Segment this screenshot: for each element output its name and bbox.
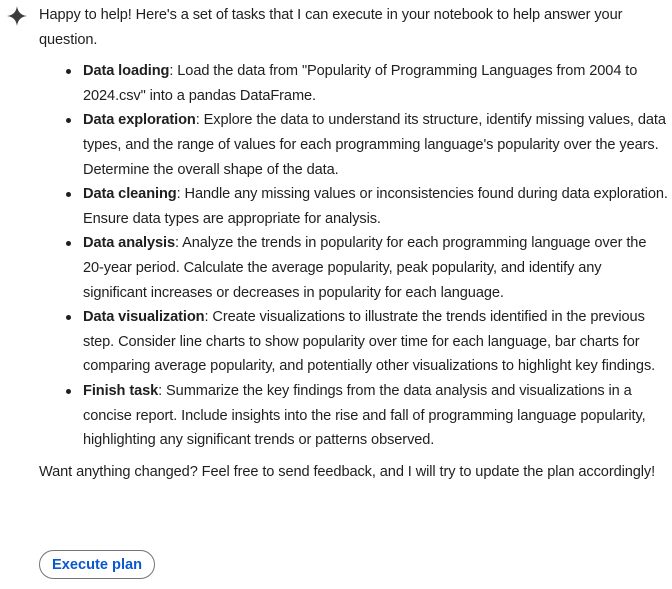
task-name: Data analysis — [83, 235, 175, 252]
task-list — [39, 59, 669, 453]
message-body — [39, 3, 669, 484]
sparkle-icon — [6, 5, 28, 27]
execute-plan-button[interactable]: Execute plan — [39, 550, 155, 579]
task-name: Finish task — [83, 382, 159, 399]
task-name: Data visualization — [83, 309, 205, 326]
task-item-data-cleaning — [83, 182, 669, 231]
task-name: Data cleaning — [83, 186, 177, 203]
task-item-data-exploration — [83, 108, 669, 182]
task-description: : Summarize the key findings from the data analysis and visualizations in a concise report. Include insights into the rise and fall of programming language popularity, highlighting any significant trends or patterns observed. — [83, 382, 646, 449]
task-name: Data loading — [83, 63, 170, 80]
task-item-data-loading — [83, 59, 669, 108]
task-description: : Explore the data to understand its structure, identify missing values, data types, and the range of values for each programming language's popularity over the years. Determine the overall shape of the data. — [83, 112, 666, 178]
task-item-finish-task — [83, 379, 669, 453]
task-name: Data exploration — [83, 112, 196, 129]
task-item-data-visualization — [83, 305, 669, 379]
intro-text: Happy to help! Here's a set of tasks that I can execute in your notebook to help answer your question. — [39, 7, 623, 48]
task-description: : Load the data from "Popularity of Programming Languages from 2004 to 2024.csv" into a pandas DataFrame. — [83, 63, 638, 104]
task-description: : Create visualizations to illustrate the trends identified in the previous step. Consider line charts to show popularity over time for each language, bar charts for comparing average popularity, and potentially other visualizations to highlight key findings. — [83, 309, 656, 375]
task-description: : Handle any missing values or inconsistencies found during data exploration. Ensure data types are appropriate for analysis. — [83, 186, 668, 227]
task-item-data-analysis — [83, 231, 669, 305]
outro-text: Want anything changed? Feel free to send feedback, and I will try to update the plan accordingly! — [39, 463, 656, 480]
task-description: : Analyze the trends in popularity for each programming language over the 20-year period. Calculate the average popularity, peak popularity, and identify any significant increases or decreases in popularity for each language. — [83, 235, 647, 301]
